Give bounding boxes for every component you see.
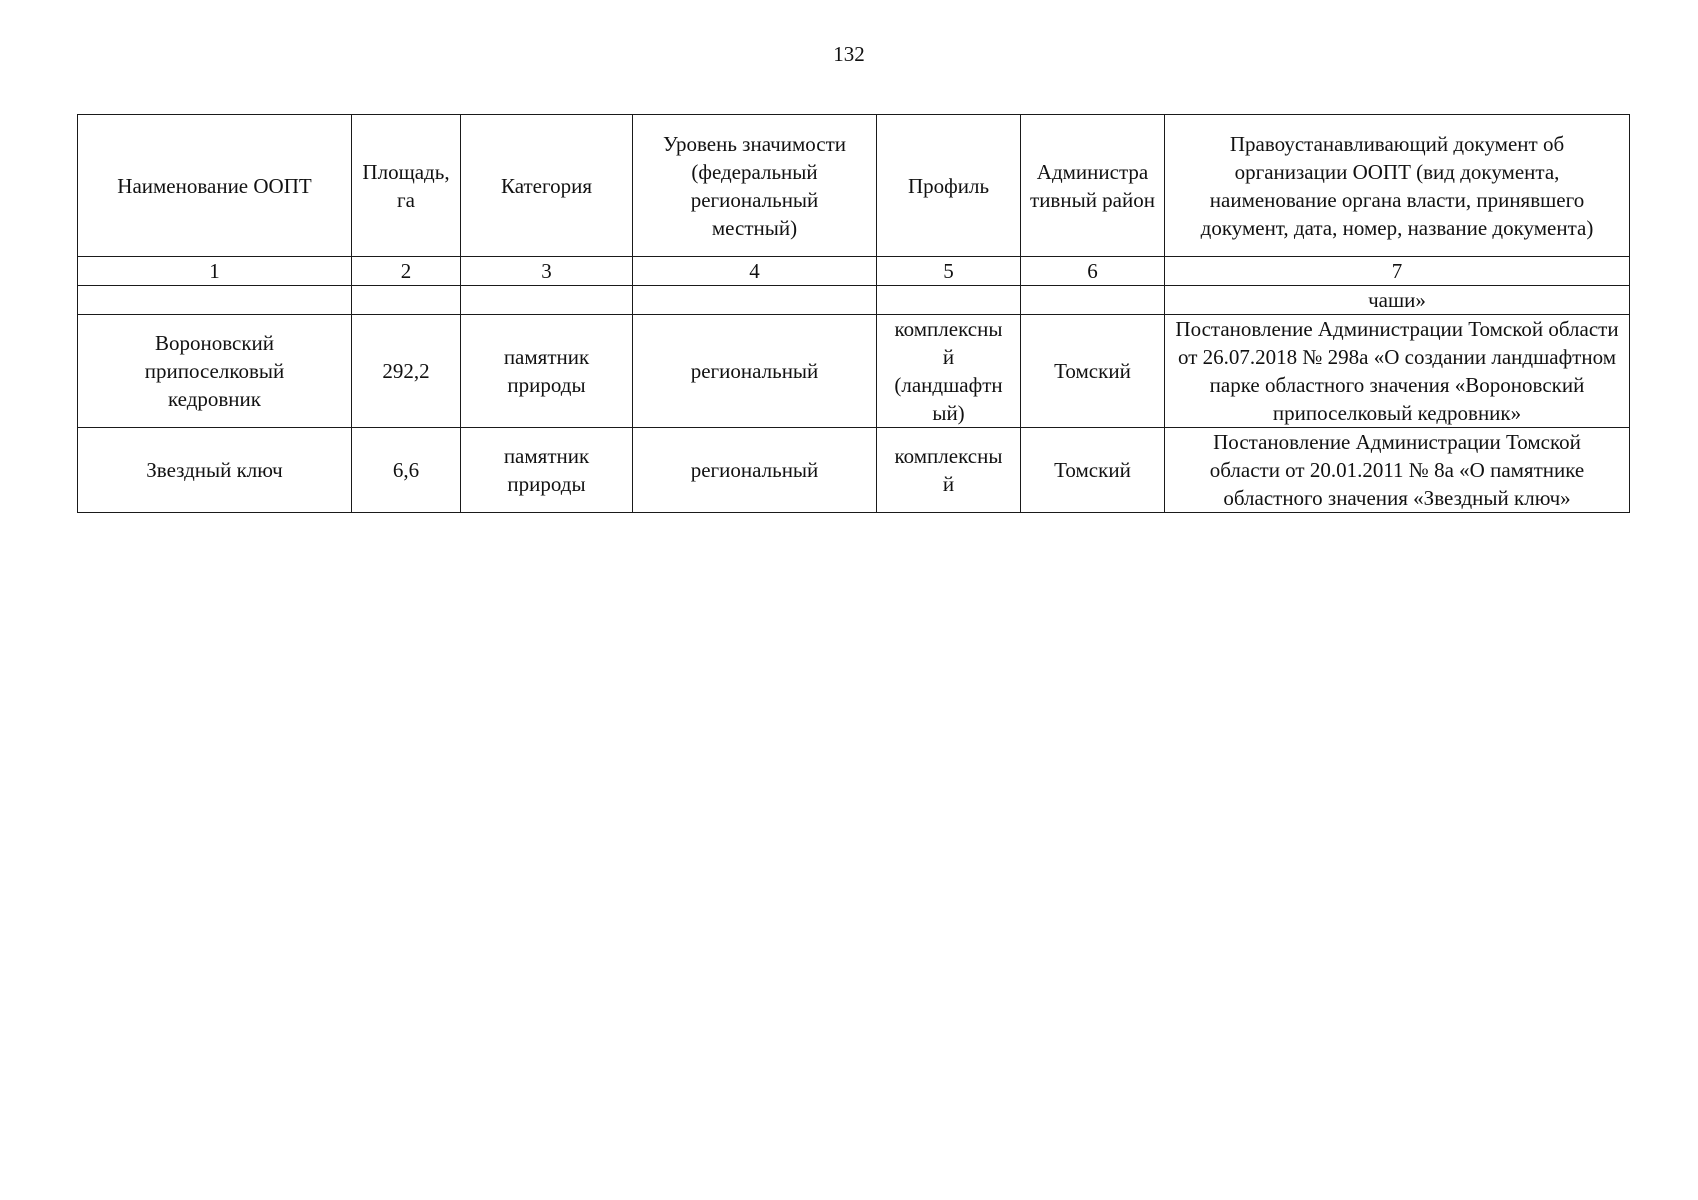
cell-document: Постановление Администрации Томской области от 26.07.2018 № 298а «О создании ландшафтном парке областного значения «Вороновский припоселковый кедровник» [1165, 315, 1630, 428]
cell-profile: комплексны й [877, 428, 1021, 513]
column-number: 7 [1165, 257, 1630, 286]
cell-document: Постановление Администрации Томской области от 20.01.2011 № 8а «О памятнике областного значения «Звездный ключ» [1165, 428, 1630, 513]
cell-profile: комплексны й (ландшафтн ый) [877, 315, 1021, 428]
table-header-row [78, 115, 1630, 257]
continuation-cell: чаши» [1165, 286, 1630, 315]
header-name: Наименование ООПТ [78, 115, 352, 257]
continuation-cell [633, 286, 877, 315]
cell-name: Звездный ключ [78, 428, 352, 513]
header-district: Администра тивный район [1021, 115, 1165, 257]
table-row [78, 315, 1630, 428]
cell-category: памятник природы [461, 315, 633, 428]
header-category: Категория [461, 115, 633, 257]
page-number: 132 [833, 42, 865, 66]
header-document: Правоустанавливающий документ об организации ООПТ (вид документа, наименование органа власти, принявшего документ, дата, номер, название документа) [1165, 115, 1630, 257]
column-number: 6 [1021, 257, 1165, 286]
column-number: 1 [78, 257, 352, 286]
continuation-cell [461, 286, 633, 315]
cell-area: 6,6 [352, 428, 461, 513]
oopt-table [77, 114, 1630, 513]
column-number: 4 [633, 257, 877, 286]
header-area: Площадь, га [352, 115, 461, 257]
cell-district: Томский [1021, 428, 1165, 513]
continuation-cell [78, 286, 352, 315]
column-number: 2 [352, 257, 461, 286]
column-number-row [78, 257, 1630, 286]
cell-level: региональный [633, 428, 877, 513]
header-profile: Профиль [877, 115, 1021, 257]
cell-level: региональный [633, 315, 877, 428]
continuation-row [78, 286, 1630, 315]
cell-name: Вороновский припоселковый кедровник [78, 315, 352, 428]
cell-area: 292,2 [352, 315, 461, 428]
continuation-cell [877, 286, 1021, 315]
table-row [78, 428, 1630, 513]
continuation-cell [352, 286, 461, 315]
column-number: 3 [461, 257, 633, 286]
cell-category: памятник природы [461, 428, 633, 513]
header-level: Уровень значимости (федеральный региональный местный) [633, 115, 877, 257]
cell-district: Томский [1021, 315, 1165, 428]
continuation-cell [1021, 286, 1165, 315]
column-number: 5 [877, 257, 1021, 286]
